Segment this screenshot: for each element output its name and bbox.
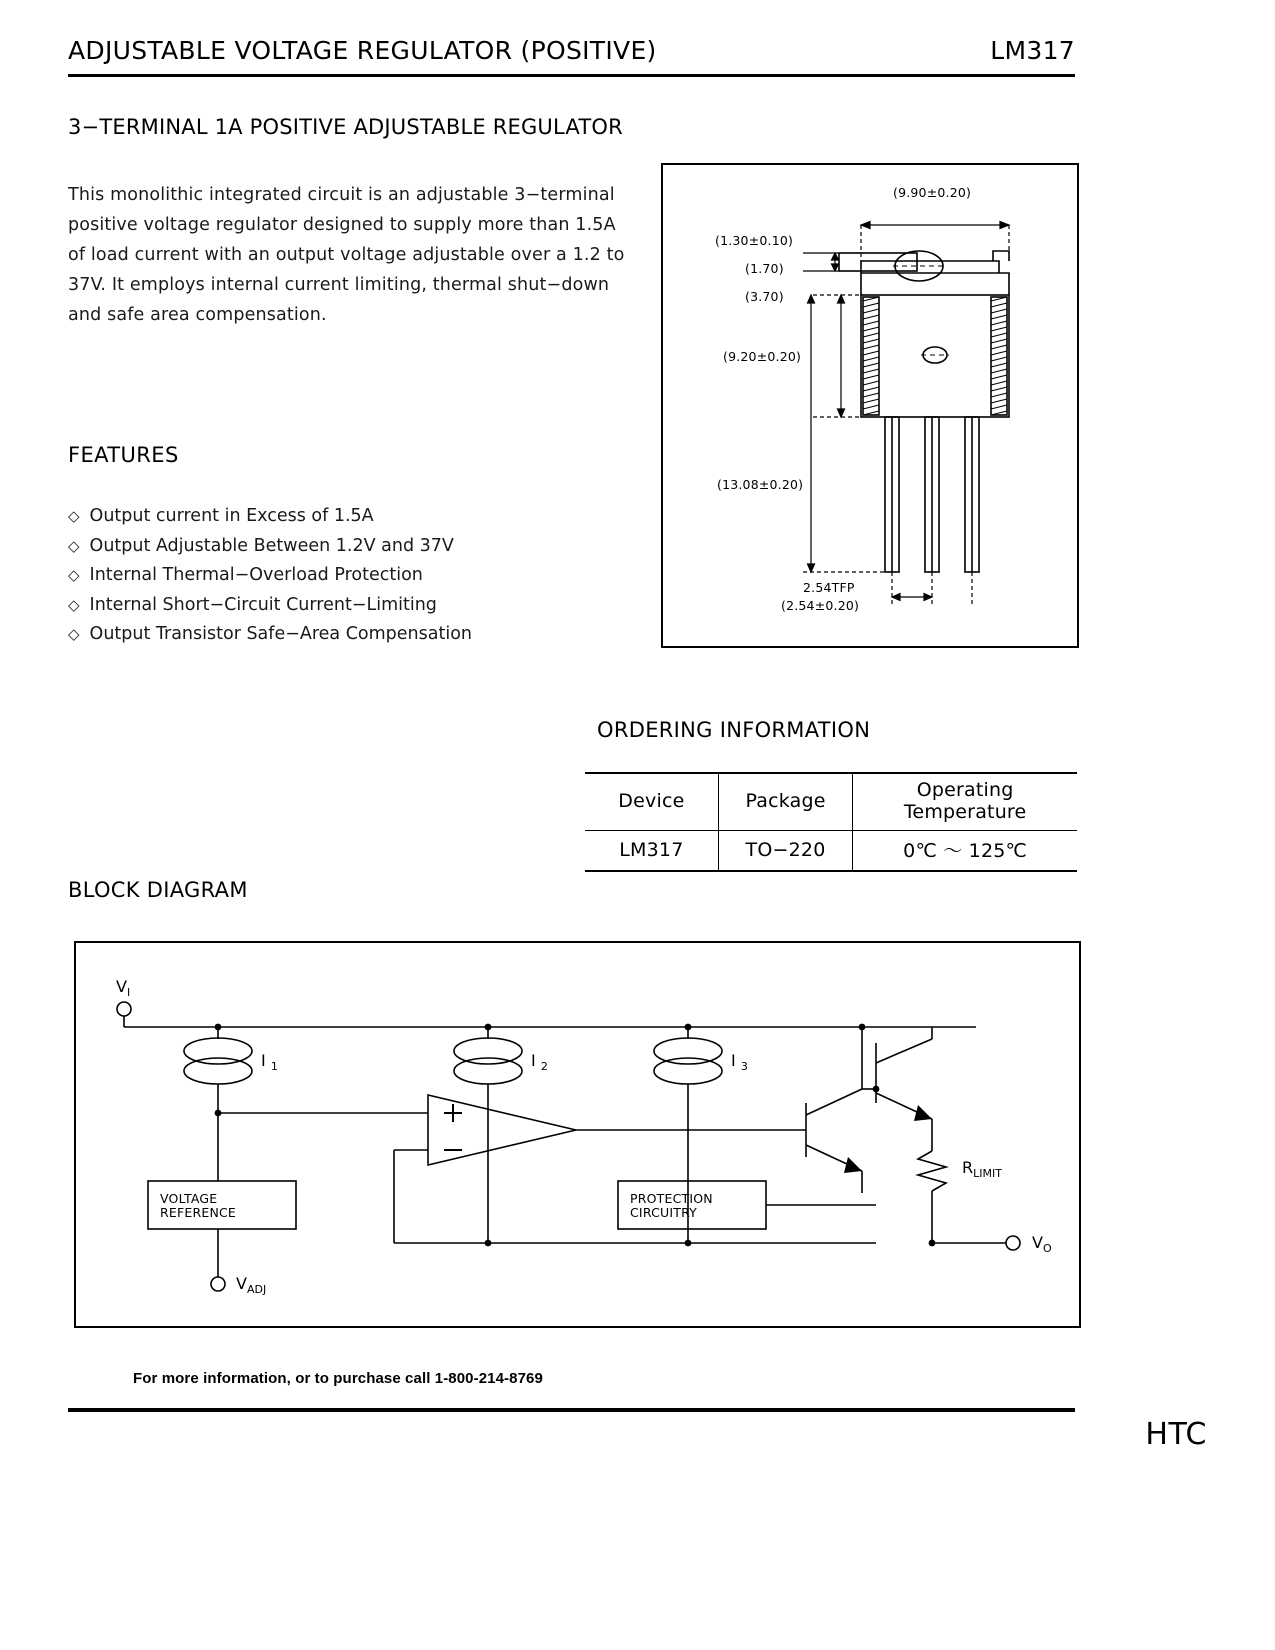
label-vadj: $V_{ADJ}$ [236,1274,267,1297]
label-vout: $V_O$ [1032,1233,1052,1256]
dim-body-height: (9.20±0.20) [723,349,802,364]
features-list [68,502,608,650]
diamond-bullet-icon: ◇ [68,625,80,643]
intro-paragraph: This monolithic integrated circuit is an adjustable 3−terminal positive voltage regulator designed to supply more than 1.5A of load current with an output voltage adjustable over a 1.2 to 37V. It employs internal current limiting, thermal shut−down and safe area compensation. [68,185,625,325]
list-item [68,591,608,621]
footer-divider [68,1408,1075,1412]
page-header [68,36,1075,65]
feature-text: Internal Thermal−Overload Protection [89,565,423,585]
label-i2: I $_2$ [531,1051,548,1074]
dim-lead-pitch-label: 2.54TFP [803,580,855,595]
feature-text: Output current in Excess of 1.5A [89,506,374,526]
diamond-bullet-icon: ◇ [68,595,80,614]
page-title: ADJUSTABLE VOLTAGE REGULATOR (POSITIVE) [68,36,657,65]
diamond-bullet-icon: ◇ [68,536,80,555]
feature-text: Output Transistor Safe−Area Compensation [89,624,473,644]
label-i1: I $_1$ [261,1051,278,1074]
cell-package: TO−220 [718,831,853,872]
feature-text: Output Adjustable Between 1.2V and 37V [89,535,454,556]
dim-tab-step: (1.70) [745,261,784,276]
company-logo: HTC [1145,1417,1207,1452]
diamond-bullet-icon: ◇ [68,507,80,525]
label-vin: $V_I$ [116,977,131,1000]
dim-lead-pitch-value: (2.54±0.20) [781,598,860,613]
dim-width-top: (9.90±0.20) [893,185,972,200]
header-divider [68,74,1075,77]
dim-total-height: (13.08±0.20) [717,477,804,492]
label-protection-circuitry: PROTECTION CIRCUITRY [630,1191,713,1220]
ordering-heading: ORDERING INFORMATION [597,718,871,742]
features-heading: FEATURES [68,443,179,467]
list-item [68,561,608,591]
block-diagram [74,941,1081,1328]
ordering-table [585,772,1077,872]
column-header-device: Device [585,773,718,831]
package-drawing [661,163,1079,648]
block-diagram-heading: BLOCK DIAGRAM [68,878,248,902]
cell-operating-temperature: 0℃ ～ 125℃ [853,831,1077,872]
section-subtitle: 3−TERMINAL 1A POSITIVE ADJUSTABLE REGULATOR [68,115,623,139]
label-i3: I $_3$ [731,1051,748,1074]
block-diagram-svg [76,943,1075,1322]
feature-text: Internal Short−Circuit Current−Limiting [89,594,437,615]
label-voltage-reference: VOLTAGE REFERENCE [160,1191,237,1220]
column-header-package: Package [718,773,853,831]
label-r-limit: $R_{LIMIT}$ [962,1158,1002,1181]
column-header-operating-temperature: Operating Temperature [853,773,1077,831]
table-row [585,831,1077,872]
diamond-bullet-icon: ◇ [68,566,80,584]
list-item [68,532,608,562]
table-header-row [585,773,1077,831]
dim-body-step: (3.70) [745,289,784,304]
dim-tab-thickness: (1.30±0.10) [715,233,794,248]
list-item [68,620,608,650]
cell-device: LM317 [585,831,718,872]
list-item [68,502,608,532]
part-number: LM317 [990,36,1075,65]
footer-note: For more information, or to purchase call 1-800-214-8769 [133,1370,543,1387]
